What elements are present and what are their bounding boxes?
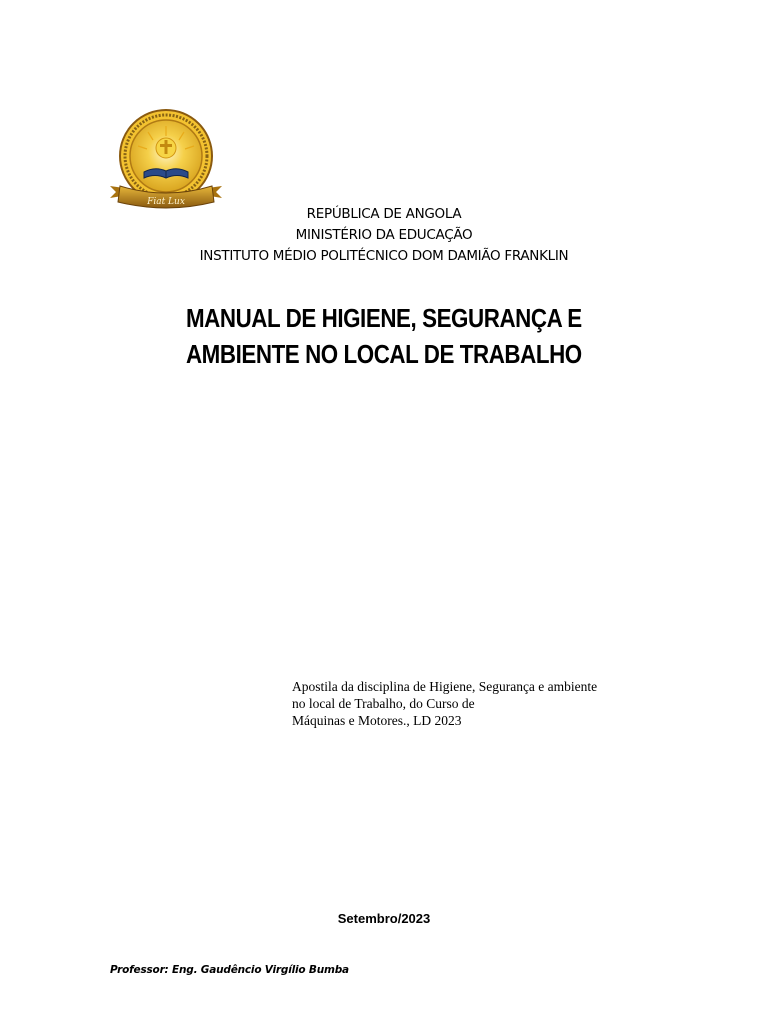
- document-title: [54, 300, 714, 372]
- title-line-2: AMBIENTE NO LOCAL DE TRABALHO: [185, 339, 582, 369]
- title-line-1: MANUAL DE HIGIENE, SEGURANÇA E: [185, 303, 582, 333]
- description-line-1: Apostila da disciplina de Higiene, Segurança e ambiente: [292, 679, 598, 694]
- ministry-name: MINISTÉRIO DA EDUCAÇÃO: [295, 227, 473, 243]
- institution-header: [0, 204, 768, 267]
- description-line-2: no local de Trabalho, do Curso de: [292, 696, 475, 711]
- description-line-3: Máquinas e Motores., LD 2023: [292, 713, 462, 728]
- course-description: [292, 678, 672, 729]
- school-emblem-icon: [108, 108, 230, 214]
- country-name: REPÚBLICA DE ANGOLA: [306, 206, 462, 222]
- publication-date: Setembro/2023: [337, 911, 431, 926]
- svg-text:Fiat Lux: Fiat Lux: [147, 197, 185, 207]
- institute-name: INSTITUTO MÉDIO POLITÉCNICO DOM DAMIÃO FRANKLIN: [199, 248, 569, 264]
- professor-name: Professor: Eng. Gaudêncio Virgílio Bumba: [110, 964, 349, 976]
